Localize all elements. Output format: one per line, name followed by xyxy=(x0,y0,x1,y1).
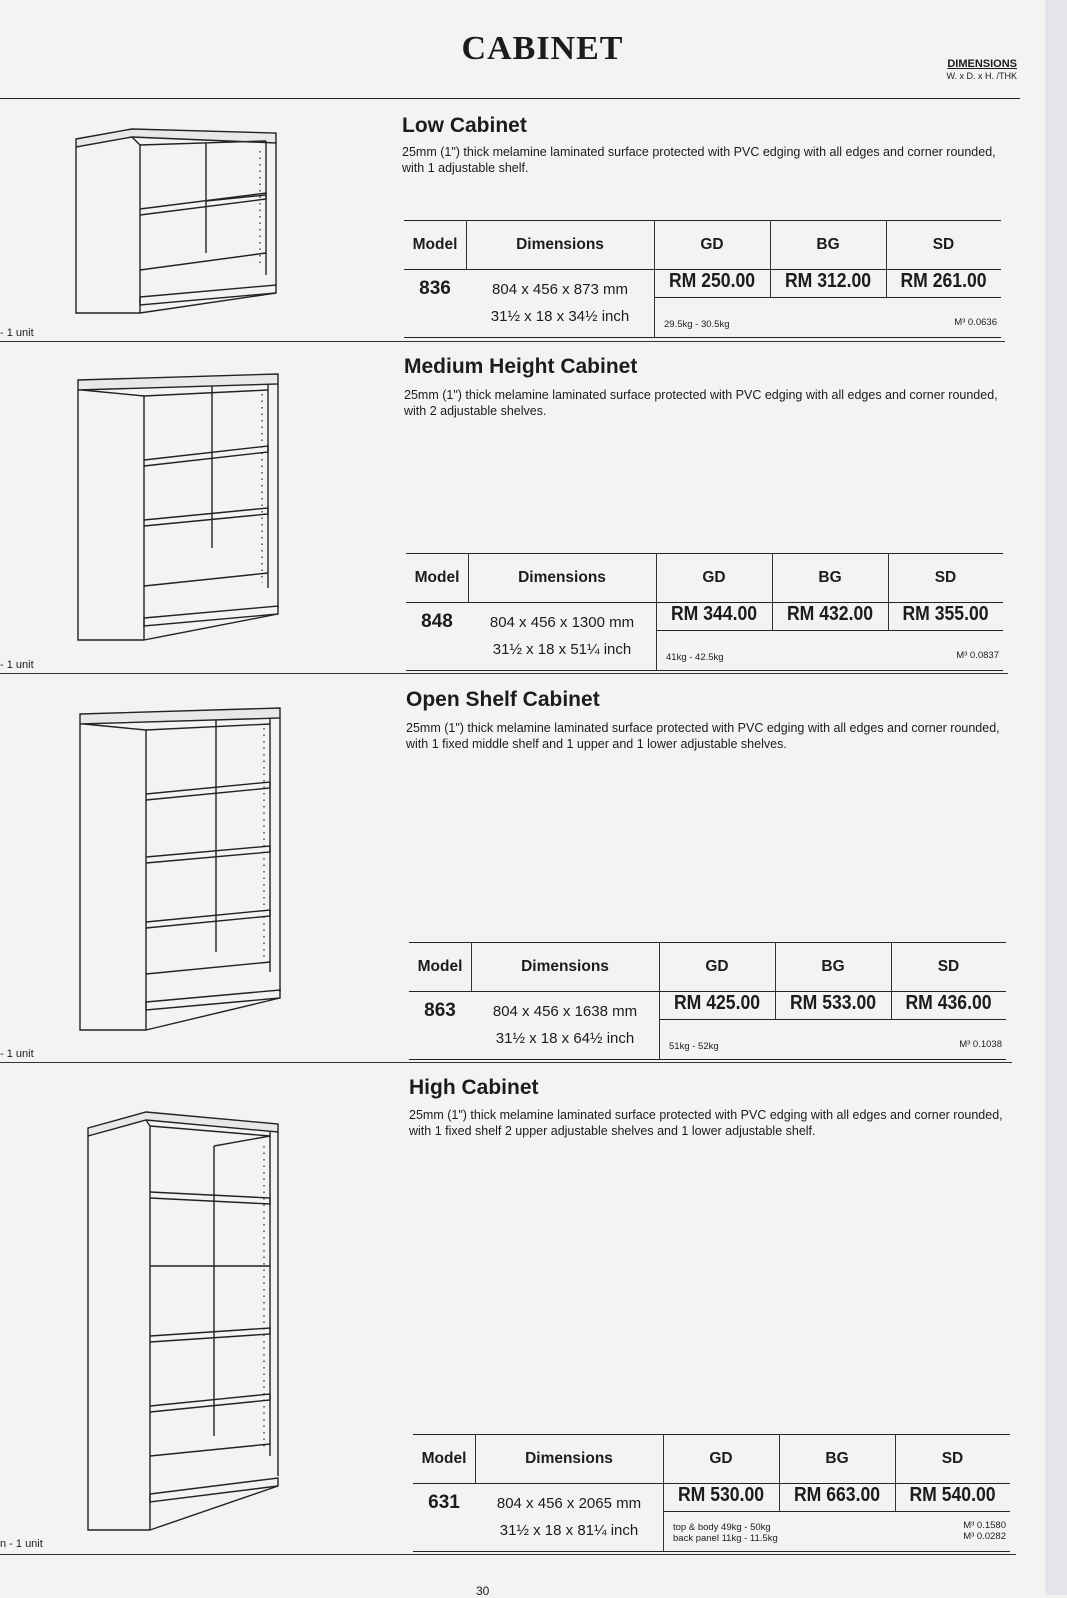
price-bg: RM 663.00 xyxy=(793,1484,881,1506)
header-model: Model xyxy=(414,569,460,586)
price-sd: RM 540.00 xyxy=(909,1484,996,1506)
product-title: High Cabinet xyxy=(409,1076,539,1099)
unit-note: - 1 unit xyxy=(0,659,34,671)
product-description: 25mm (1") thick melamine laminated surface protected with PVC edging with all edges and corner rounded, with 1 fixed middle shelf and 1 upper and 1 lower adjustable shelves. xyxy=(406,721,1000,751)
dimensions-inch: 31½ x 18 x 34½ inch xyxy=(490,308,630,325)
section-divider xyxy=(0,1554,1016,1555)
header-dimensions: Dimensions xyxy=(521,958,609,975)
page-title: CABINET xyxy=(461,30,624,67)
dimensions-mm: 804 x 456 x 1300 mm xyxy=(489,614,635,631)
unit-note: - 1 unit xyxy=(0,327,34,339)
medium-height-cabinet-illustration xyxy=(72,368,287,648)
section-divider xyxy=(0,673,1008,674)
weight-range: 29.5kg - 30.5kg xyxy=(664,319,730,330)
price-sd: RM 261.00 xyxy=(900,270,987,292)
header-sd: SD xyxy=(937,958,960,975)
price-sd: RM 436.00 xyxy=(905,992,992,1014)
price-table xyxy=(406,553,1003,671)
dimensions-subtitle: W. x D. x H. /THK xyxy=(946,71,1017,81)
product-title: Medium Height Cabinet xyxy=(404,355,638,378)
header-model: Model xyxy=(412,236,458,253)
header-sd: SD xyxy=(932,236,955,253)
weight-range xyxy=(673,1522,778,1544)
header-dimensions: Dimensions xyxy=(518,569,606,586)
low-cabinet-illustration xyxy=(70,125,285,320)
price-gd: RM 425.00 xyxy=(673,992,761,1014)
header-sd: SD xyxy=(934,569,957,586)
header-gd: GD xyxy=(709,1450,733,1467)
price-bg: RM 312.00 xyxy=(784,270,872,292)
weight-range: 41kg - 42.5kg xyxy=(666,652,724,663)
volume xyxy=(963,1520,1006,1542)
page-edge-strip xyxy=(1045,0,1067,1595)
product-title: Open Shelf Cabinet xyxy=(406,688,600,711)
volume: M³ 0.0636 xyxy=(954,317,997,328)
price-gd: RM 250.00 xyxy=(668,270,756,292)
dimensions-mm: 804 x 456 x 1638 mm xyxy=(492,1003,638,1020)
model-number: 836 xyxy=(419,278,451,299)
section-divider xyxy=(0,341,1005,342)
page-number: 30 xyxy=(476,1584,490,1598)
header-bg: BG xyxy=(816,236,840,253)
header-rule xyxy=(0,98,1020,99)
header-dimensions: Dimensions xyxy=(525,1450,613,1467)
header-gd: GD xyxy=(702,569,726,586)
dimensions-mm: 804 x 456 x 2065 mm xyxy=(496,1495,642,1512)
dimensions-mm: 804 x 456 x 873 mm xyxy=(492,281,628,298)
product-description: 25mm (1") thick melamine laminated surface protected with PVC edging with all edges and corner rounded, with 1 fixed shelf 2 upper adjustable shelves and 1 lower adjustable shelf. xyxy=(409,1108,1003,1138)
price-table xyxy=(409,942,1006,1060)
volume-line-1: M³ 0.1580 xyxy=(963,1520,1006,1531)
section-divider xyxy=(0,1062,1012,1063)
header-sd: SD xyxy=(941,1450,964,1467)
weight-back-panel: back panel 11kg - 11.5kg xyxy=(673,1533,778,1544)
dimensions-inch: 31½ x 18 x 64½ inch xyxy=(495,1030,635,1047)
price-gd: RM 530.00 xyxy=(677,1484,765,1506)
unit-note: n - 1 unit xyxy=(0,1538,43,1550)
header-dimensions: Dimensions xyxy=(516,236,604,253)
header-model: Model xyxy=(421,1450,467,1467)
header-model: Model xyxy=(417,958,463,975)
header-bg: BG xyxy=(818,569,842,586)
product-title: Low Cabinet xyxy=(402,114,527,137)
dimensions-inch: 31½ x 18 x 81¼ inch xyxy=(499,1522,639,1539)
model-number: 863 xyxy=(424,1000,456,1021)
price-bg: RM 432.00 xyxy=(786,603,874,625)
volume-line-2: M³ 0.0282 xyxy=(963,1531,1006,1542)
product-description: 25mm (1") thick melamine laminated surface protected with PVC edging with all edges and corner rounded, with 1 adjustable shelf. xyxy=(402,145,996,175)
volume: M³ 0.0837 xyxy=(956,650,999,661)
high-cabinet-illustration xyxy=(84,1106,284,1536)
weight-range: 51kg - 52kg xyxy=(669,1041,719,1052)
model-number: 848 xyxy=(421,611,453,632)
model-number: 631 xyxy=(428,1492,460,1513)
header-gd: GD xyxy=(700,236,724,253)
product-description: 25mm (1") thick melamine laminated surface protected with PVC edging with all edges and corner rounded, with 2 adjustable shelves. xyxy=(404,388,998,418)
header-bg: BG xyxy=(821,958,845,975)
open-shelf-cabinet-illustration xyxy=(74,702,289,1037)
dimensions-inch: 31½ x 18 x 51¼ inch xyxy=(492,641,632,658)
dimensions-legend xyxy=(946,58,1017,81)
dimensions-heading: DIMENSIONS xyxy=(947,58,1017,70)
header-gd: GD xyxy=(705,958,729,975)
price-table xyxy=(404,220,1001,338)
price-bg: RM 533.00 xyxy=(789,992,877,1014)
price-gd: RM 344.00 xyxy=(670,603,758,625)
weight-top-body: top & body 49kg - 50kg xyxy=(673,1522,771,1533)
volume: M³ 0.1038 xyxy=(959,1039,1002,1050)
header-bg: BG xyxy=(825,1450,849,1467)
price-table xyxy=(413,1434,1010,1552)
unit-note: - 1 unit xyxy=(0,1048,34,1060)
price-sd: RM 355.00 xyxy=(902,603,989,625)
